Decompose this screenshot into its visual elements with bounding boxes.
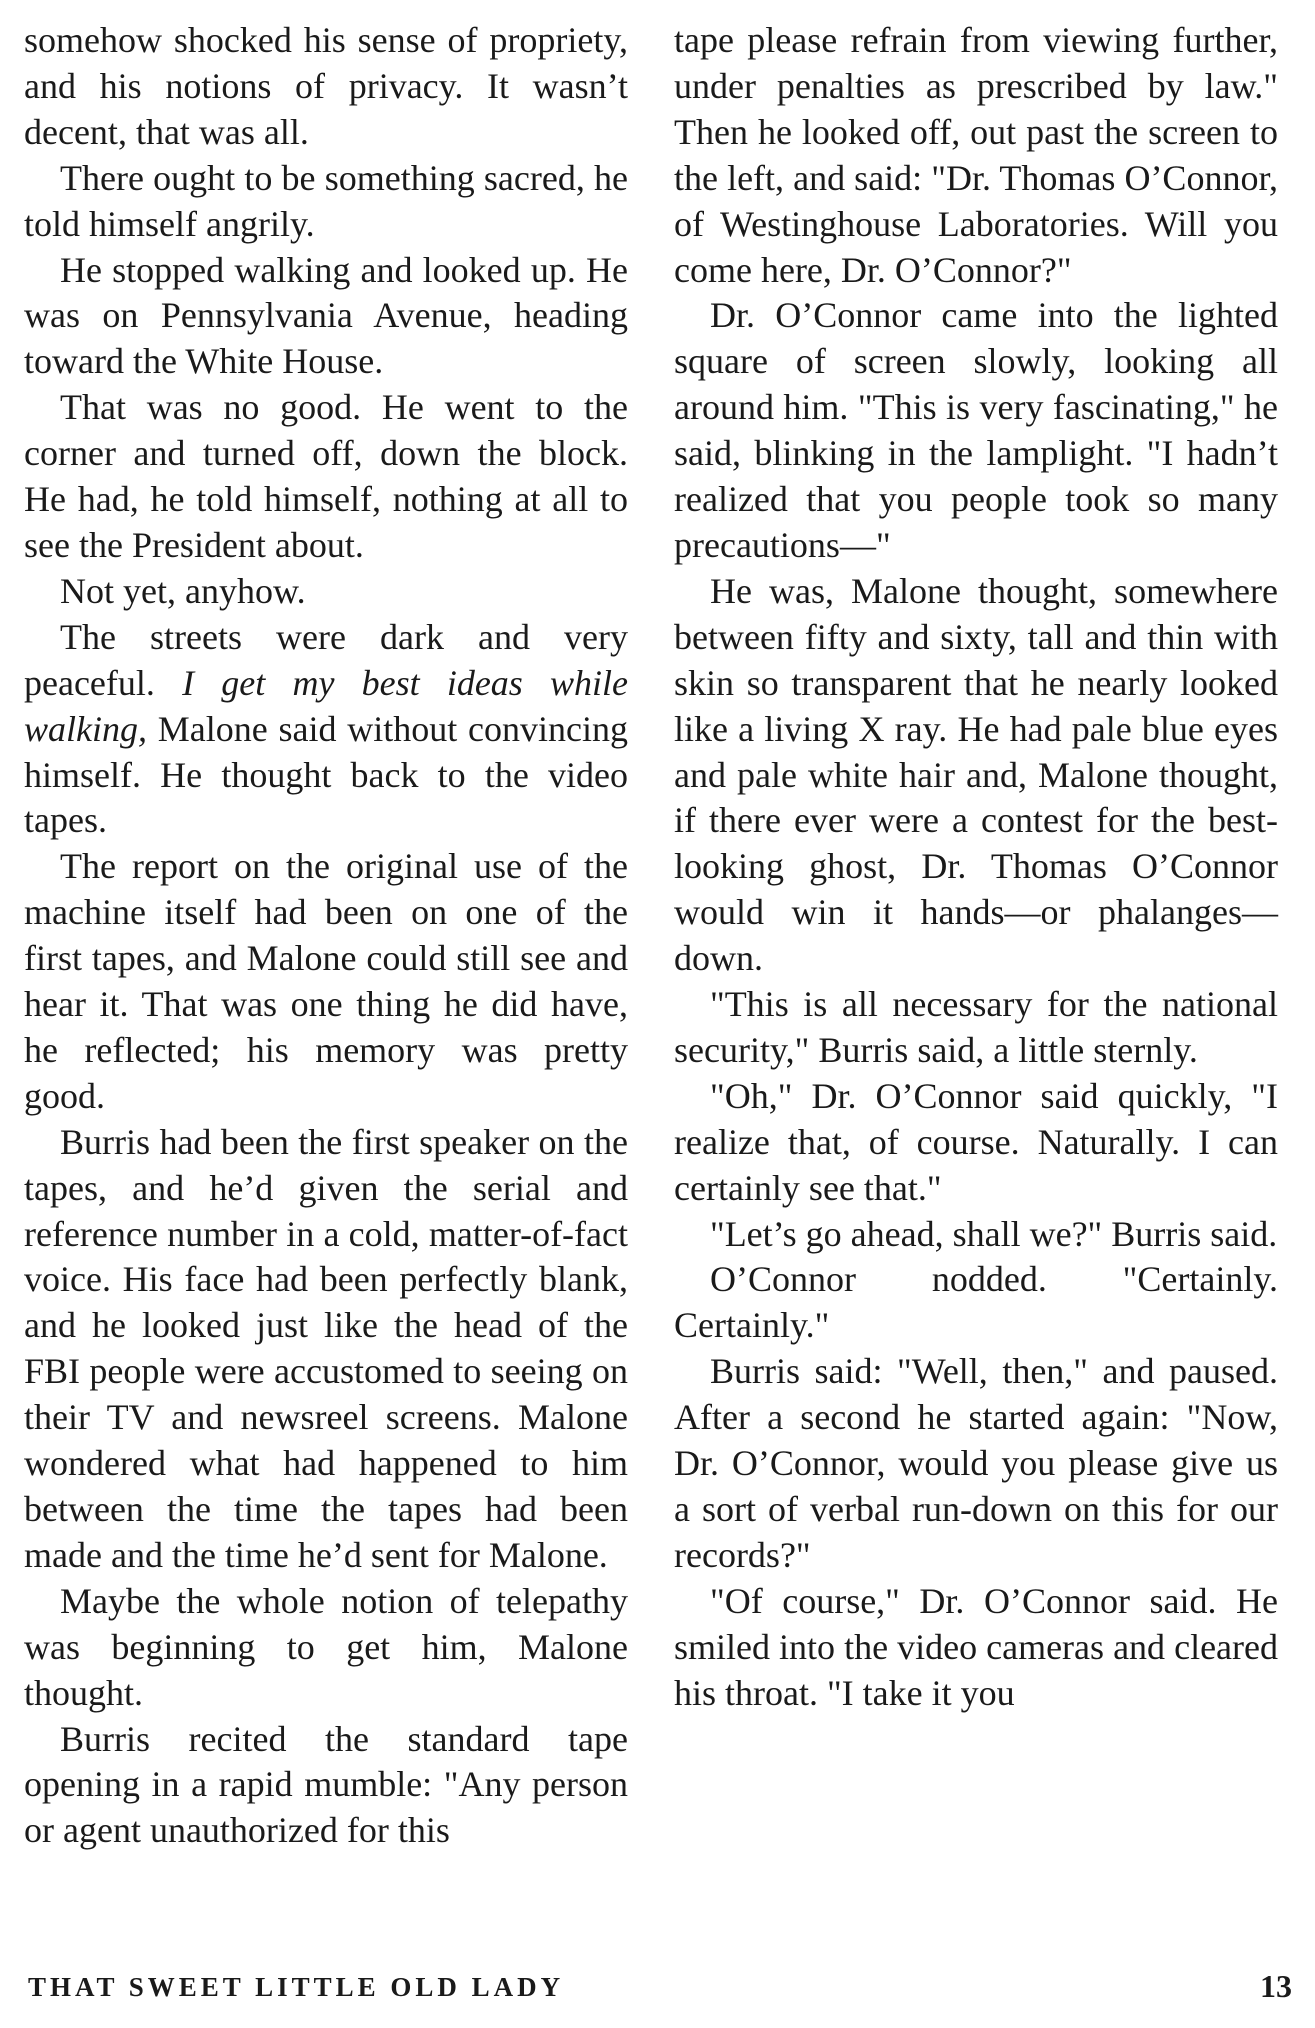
paragraph-text: Malone said without convincing himself. He thought back to the video tapes. (24, 708, 628, 841)
paragraph: O’Connor nodded. "Certainly. Certainly." (674, 1259, 1278, 1346)
page-footer (24, 1968, 1292, 2012)
paragraph: Burris said: "Well, then," and paused. After a second he started again: "Now, Dr. O’Connor, would you please give us a sort of verbal run-down on this for our records?" (674, 1351, 1278, 1575)
paragraph: "This is all necessary for the national security," Burris said, a little sternly. (674, 984, 1278, 1070)
paragraph-text: The streets were dark and very peaceful. (24, 616, 628, 703)
paragraph: The report on the original use of the machine itself had been on one of the first tapes, and Malone could still see and hear it. That was one thing he did have, he reflected; his memory was pretty good. (24, 846, 628, 1116)
paragraph: Dr. O’Connor came into the lighted square of screen slowly, looking all around him. "This is very fascinating," he said, blinking in the lamplight. "I hadn’t realized that you people took so many precautions—" (674, 295, 1278, 565)
paragraph (24, 615, 628, 845)
paragraph: "Of course," Dr. O’Connor said. He smiled into the video cameras and cleared his throat. "I take it you (674, 1580, 1278, 1713)
right-text-column (674, 18, 1278, 1717)
page-number: 13 (1260, 1968, 1292, 2004)
paragraph: "Let’s go ahead, shall we?" Burris said. (710, 1213, 1278, 1254)
paragraph: Burris had been the first speaker on the tapes, and he’d given the serial and reference number in a cold, matter-of-fact voice. His face had been perfectly blank, and he looked just like the head of the FBI people were accustomed to seeing on their TV and newsreel screens. Malone wondered what had happened to him between the time the tapes had been made and the time he’d sent for Malone. (24, 1121, 628, 1575)
paragraph: Burris recited the standard tape opening in a rapid mumble: "Any person or agent unauthorized for this (24, 1718, 628, 1851)
running-title: THAT SWEET LITTLE OLD LADY (28, 1972, 565, 2002)
paragraph: Not yet, anyhow. (60, 570, 306, 611)
paragraph: He was, Malone thought, somewhere between fifty and sixty, tall and thin with skin so transparent that he nearly looked like a living X ray. He had pale blue eyes and pale white hair and, Malone thought, if there ever were a contest for the best-looking ghost, Dr. Thomas O’Connor would win it hands—or phalanges—down. (674, 570, 1278, 979)
paragraph: "Oh," Dr. O’Connor said quickly, "I realize that, of course. Naturally. I can certainly see that." (674, 1075, 1278, 1208)
left-text-column (24, 18, 628, 1854)
paragraph: There ought to be something sacred, he told himself angrily. (24, 157, 628, 244)
paragraph: That was no good. He went to the corner and turned off, down the block. He had, he told himself, nothing at all to see the President about. (24, 387, 628, 565)
italic-thought: I get my best ideas while walking, (24, 662, 629, 749)
paragraph: tape please refrain from viewing further, under penalties as prescribed by law." Then he looked off, out past the screen to the left, and said: "Dr. Thomas O’Connor, of Westinghouse Laboratories. Will you come here, Dr. O’Connor?" (674, 20, 1278, 290)
paragraph: He stopped walking and looked up. He was on Pennsylvania Avenue, heading toward the White House. (24, 249, 628, 382)
paragraph: Maybe the whole notion of telepathy was beginning to get him, Malone thought. (24, 1580, 628, 1713)
paragraph: somehow shocked his sense of propriety, and his notions of privacy. It wasn’t decent, that was all. (24, 20, 628, 152)
